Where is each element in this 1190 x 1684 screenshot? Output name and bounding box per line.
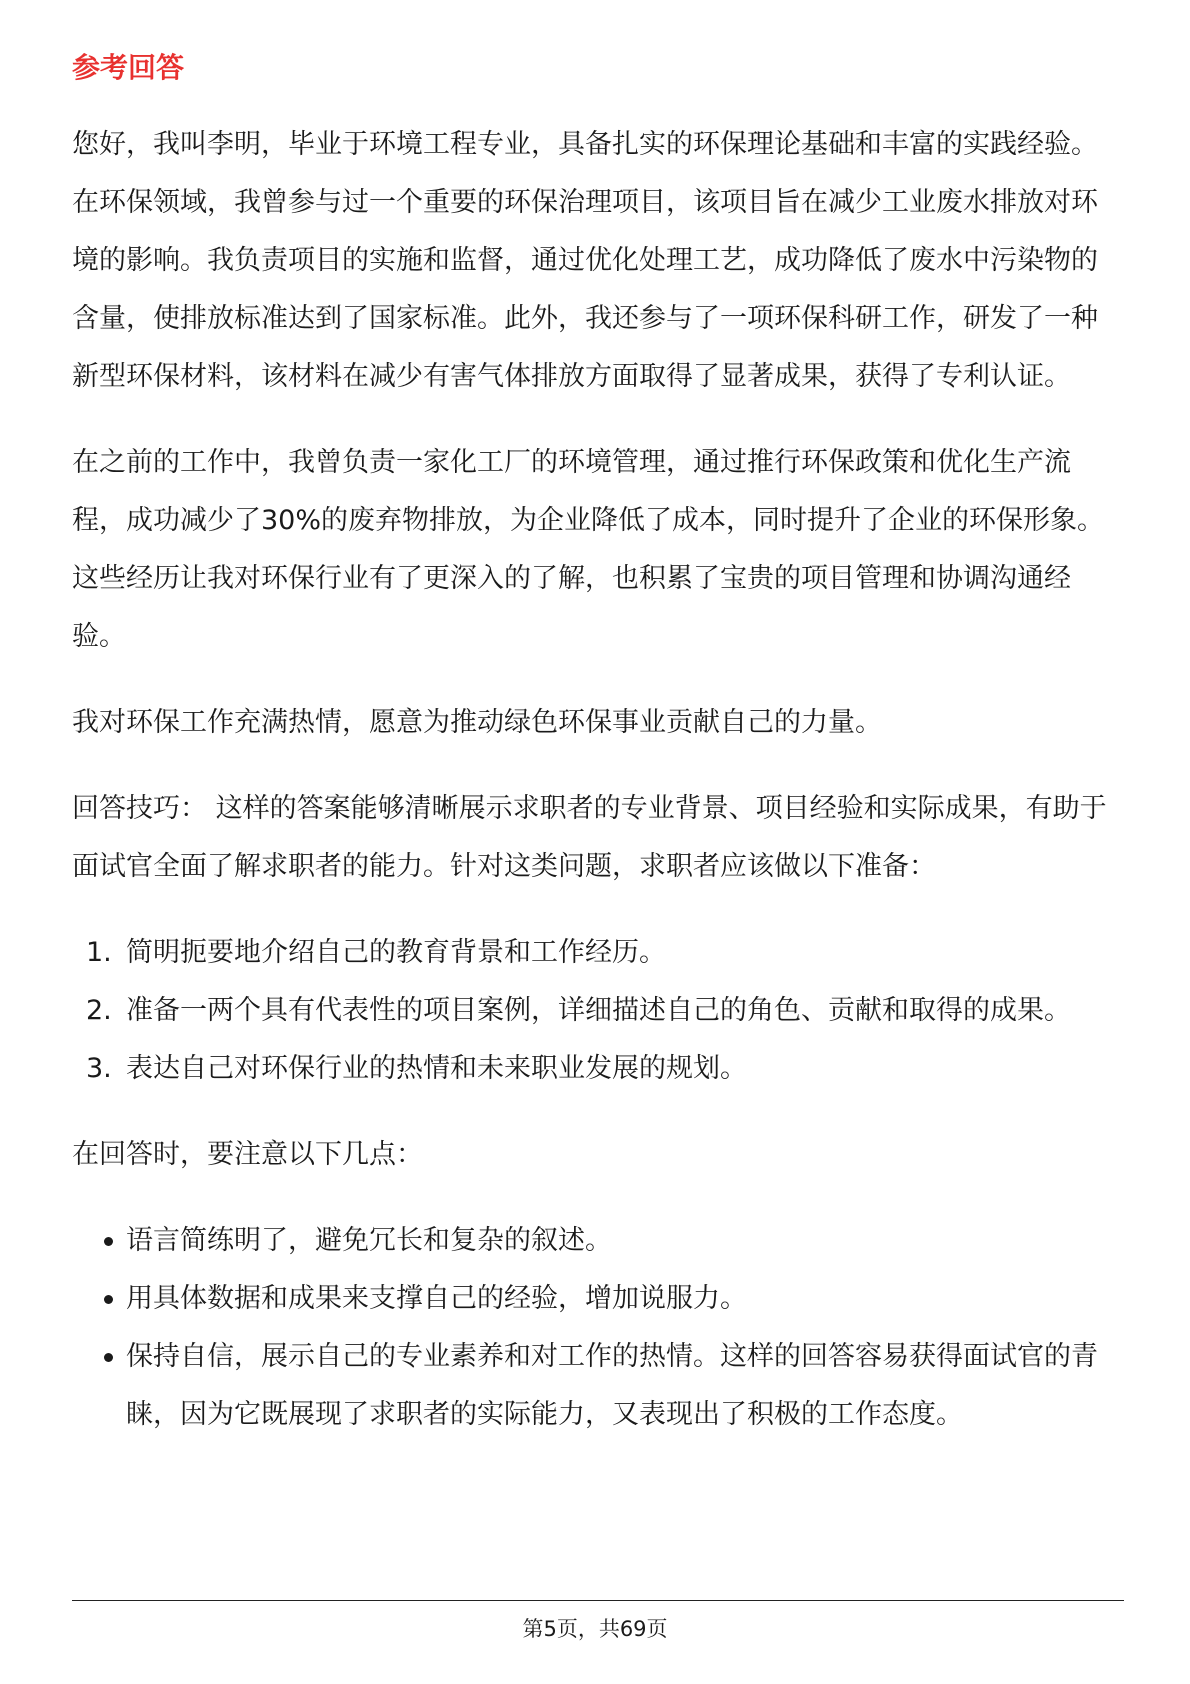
intro-paragraph-2: 在之前的工作中，我曾负责一家化工厂的环境管理，通过推行环保政策和优化生产流程，成功减少了30%的废弃物排放，为企业降低了成本，同时提升了企业的环保形象。这些经历让我对环保行业有了更深入的了解，也积累了宝贵的项目管理和协调沟通经验。 [72, 447, 1105, 652]
list-item-text: 表达自己对环保行业的热情和未来职业发展的规划。 [126, 1053, 747, 1084]
notes-list-item [72, 1212, 1124, 1270]
list-number: 2. [86, 995, 112, 1026]
page-number: 第5页，共69页 [522, 1617, 668, 1641]
section-title: 参考回答 [72, 51, 185, 84]
notes-intro: 在回答时，要注意以下几点： [72, 1139, 423, 1170]
bullet-dot-icon [104, 1295, 113, 1304]
list-item-text: 保持自信，展示自己的专业素养和对工作的热情。这样的回答容易获得面试官的青睐，因为它既展现了求职者的实际能力，又表现出了积极的工作态度。 [126, 1341, 1098, 1430]
list-number: 1. [86, 937, 112, 968]
list-item-text: 语言简练明了，避免冗长和复杂的叙述。 [126, 1225, 612, 1256]
tips-list-item [72, 1040, 1124, 1098]
notes-list-item [72, 1328, 1124, 1444]
list-number: 3. [86, 1053, 112, 1084]
list-item-text: 简明扼要地介绍自己的教育背景和工作经历。 [126, 937, 666, 968]
notes-list [72, 1212, 1124, 1444]
bullet-dot-icon [104, 1353, 113, 1362]
notes-list-item [72, 1270, 1124, 1328]
tips-list-item [72, 924, 1124, 982]
tips-paragraph: 回答技巧： 这样的答案能够清晰展示求职者的专业背景、项目经验和实际成果，有助于面试官全面了解求职者的能力。针对这类问题，求职者应该做以下准备： [72, 793, 1107, 882]
list-item-text: 用具体数据和成果来支撑自己的经验，增加说服力。 [126, 1283, 747, 1314]
tips-list [72, 924, 1124, 1098]
tips-list-item [72, 982, 1124, 1040]
intro-paragraph-3: 我对环保工作充满热情，愿意为推动绿色环保事业贡献自己的力量。 [72, 707, 882, 738]
list-item-text: 准备一两个具有代表性的项目案例，详细描述自己的角色、贡献和取得的成果。 [126, 995, 1071, 1026]
bullet-dot-icon [104, 1237, 113, 1246]
answer-content [72, 116, 1124, 1472]
intro-paragraph-1: 您好，我叫李明，毕业于环境工程专业，具备扎实的环保理论基础和丰富的实践经验。在环保领域，我曾参与过一个重要的环保治理项目，该项目旨在减少工业废水排放对环境的影响。我负责项目的实施和监督，通过优化处理工艺，成功降低了废水中污染物的含量，使排放标准达到了国家标准。此外，我还参与了一项环保科研工作，研发了一种新型环保材料，该材料在减少有害气体排放方面取得了显著成果，获得了专利认证。 [72, 129, 1098, 392]
footer-divider [72, 1600, 1124, 1601]
